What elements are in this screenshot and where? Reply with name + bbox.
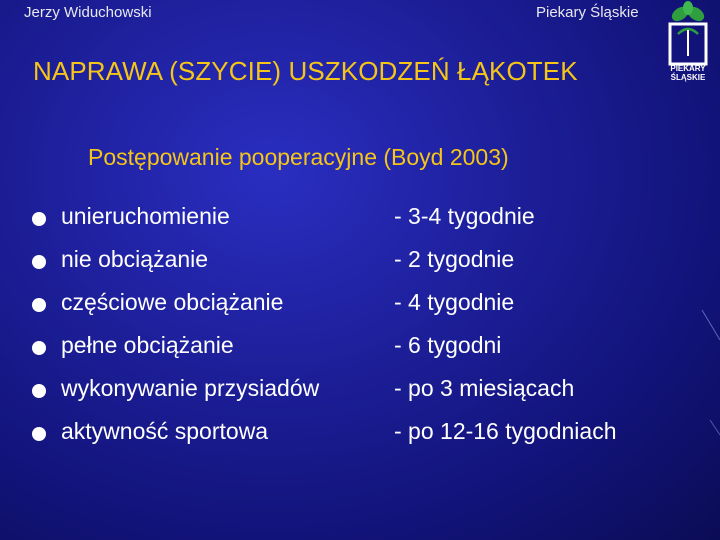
item-value: - 4 tygodnie <box>394 289 515 315</box>
city-crest-icon <box>660 0 716 70</box>
item-label: nie obciążanie <box>61 246 209 272</box>
bullet-icon <box>32 427 46 441</box>
item-label: unieruchomienie <box>61 203 230 229</box>
bullet-icon <box>32 341 46 355</box>
item-value: - 2 tygodnie <box>394 246 515 272</box>
item-label: wykonywanie przysiadów <box>61 375 320 401</box>
recovery-schedule-list <box>30 200 680 458</box>
logo-line-2: ŚLĄSKIE <box>670 73 706 82</box>
decorative-line <box>700 300 720 500</box>
logo-line-1: PIEKARY <box>670 64 706 73</box>
slide-subtitle: Postępowanie pooperacyjne (Boyd 2003) <box>88 144 509 170</box>
list-item <box>30 286 680 329</box>
item-label: częściowe obciążanie <box>61 289 284 315</box>
list-item <box>30 415 680 458</box>
item-value: - po 3 miesiącach <box>394 375 575 401</box>
city-crest-logo <box>660 0 716 90</box>
list-item <box>30 243 680 286</box>
bullet-icon <box>32 212 46 226</box>
item-value: - 6 tygodni <box>394 332 502 358</box>
bullet-icon <box>32 384 46 398</box>
list-item <box>30 200 680 243</box>
item-value: - 3-4 tygodnie <box>394 203 535 229</box>
item-label: pełne obciążanie <box>61 332 234 358</box>
bullet-icon <box>32 255 46 269</box>
list-item <box>30 329 680 372</box>
item-value: - po 12-16 tygodniach <box>394 418 617 444</box>
slide-title: NAPRAWA (SZYCIE) USZKODZEŃ ŁĄKOTEK <box>33 56 578 86</box>
bullet-icon <box>32 298 46 312</box>
item-label: aktywność sportowa <box>61 418 269 444</box>
author-name: Jerzy Widuchowski <box>24 4 152 21</box>
location-name: Piekary Śląskie <box>536 4 639 21</box>
list-item <box>30 372 680 415</box>
